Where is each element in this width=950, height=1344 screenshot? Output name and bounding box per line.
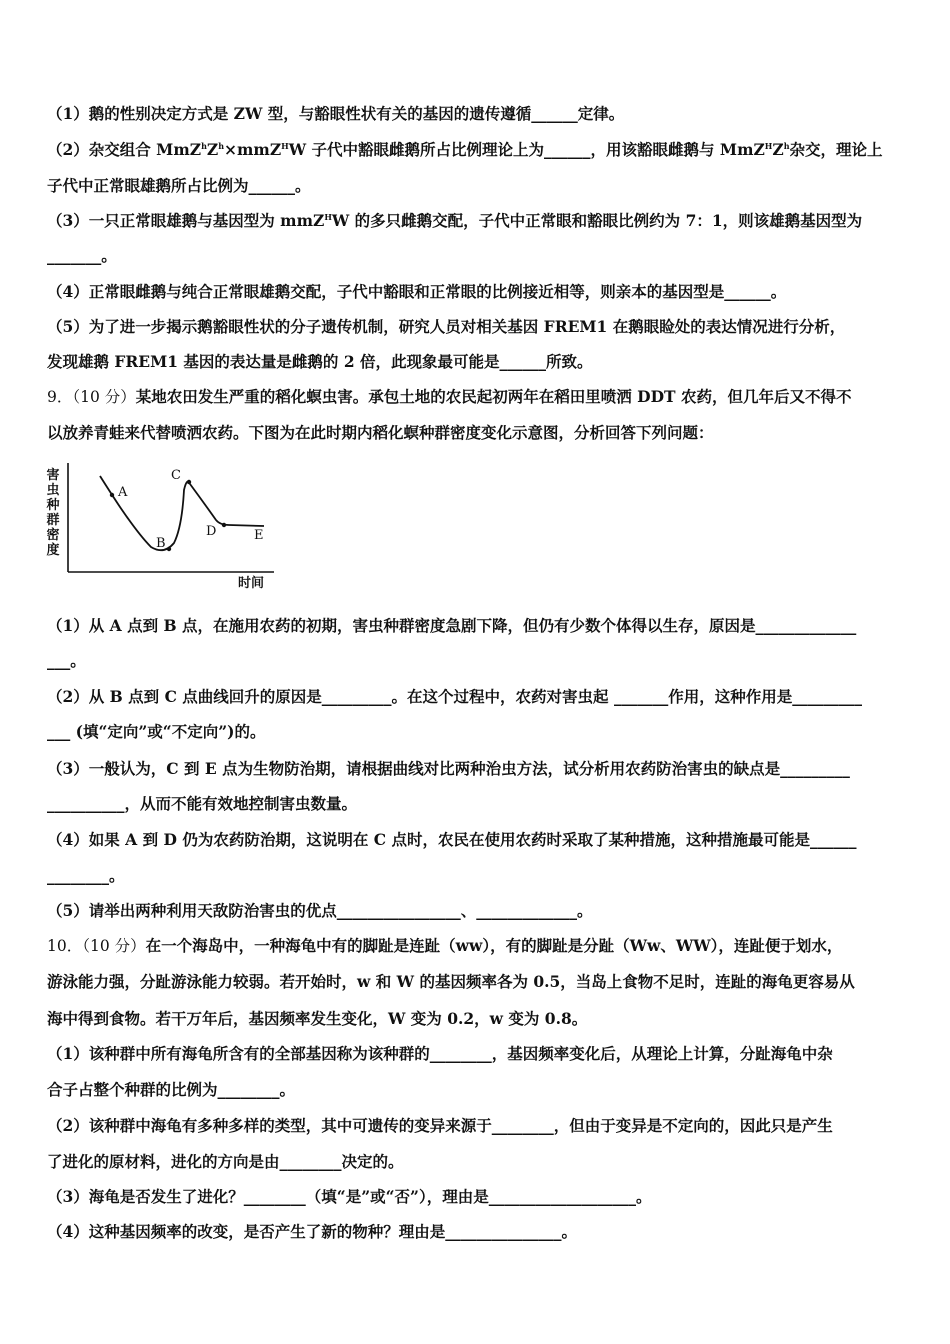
q8-part1: （1）鹅的性别决定方式是 ZW 型，与豁眼性状有关的基因的遗传遵循______定律。 <box>47 104 625 123</box>
q9-part3: （3）一般认为，C 到 E 点为生物防治期，请根据曲线对比两种治虫方法，试分析用农药防治害虫的缺点是_________ <box>47 759 850 778</box>
q8-part5: （5）为了进一步揭示鹅豁眼性状的分子遗传机制，研究人员对相关基因 FREM1 在鹅眼睑处的表达情况进行分析， <box>47 317 846 336</box>
q8-part3-cont: _______。 <box>47 246 117 265</box>
q9-part2: （2）从 B 点到 C 点曲线回升的原因是_________。在这个过程中，农药对害虫起 _______作用，这种作用是_________ <box>47 687 862 706</box>
q9-part1: （1）从 A 点到 B 点，在施用农药的初期，害虫种群密度急剧下降，但仍有少数个体得以生存，原因是_____________ <box>47 616 857 635</box>
q9-part4-cont: ________。 <box>47 866 125 885</box>
q8-part4: （4）正常眼雌鹅与纯合正常眼雄鹅交配，子代中豁眼和正常眼的比例接近相等，则亲本的基因型是______。 <box>47 282 787 301</box>
q10-part3: （3）海龟是否发生了进化？________（填“是”或“否”），理由是___________________。 <box>47 1187 652 1206</box>
q10-part1-cont: 合子占整个种群的比例为________。 <box>47 1080 296 1099</box>
q10-part2: （2）该种群中海龟有多种多样的类型，其中可遗传的变异来源于________，但由于变异是不定向的，因此只是产生 <box>47 1116 833 1135</box>
point-b <box>167 547 171 551</box>
label-a: A <box>118 485 128 500</box>
population-density-chart <box>44 455 284 595</box>
q9-stem-cont: 以放养青蛙来代替喷洒农药。下图为在此时期内稻化螟种群密度变化示意图，分析回答下列问题： <box>47 423 714 442</box>
q8-part2: （2）杂交组合 $MmZ^hZ^h\times mmZ^HW$ 子代中豁眼雌鹅所占比例理论上为______，用该豁眼雌鹅与 $MmZ^HZ^h$杂交，理论上 <box>47 140 883 159</box>
q9-part4: （4）如果 A 到 D 仍为农药防治期，这说明在 C 点时，农民在使用农药时采取了某种措施，这种措施最可能是______ <box>47 830 857 849</box>
point-d <box>222 523 226 527</box>
label-d: D <box>206 524 217 539</box>
q10-stem-cont1: 游泳能力强，分趾游泳能力较弱。若开始时，w 和 W 的基因频率各为 0.5，当岛上食物不足时，连趾的海龟更容易从 <box>47 972 855 991</box>
q9-stem: 9．（10 分）某地农田发生严重的稻化螟虫害。承包土地的农民起初两年在稻田里喷洒 DDT 农药，但几年后又不得不 <box>47 387 852 406</box>
q10-part2-cont: 了进化的原材料，进化的方向是由________决定的。 <box>47 1152 404 1171</box>
q9-part1-cont: ___。 <box>47 651 86 670</box>
q8-part3: （3）一只正常眼雄鹅与基因型为 mmZ$^H$W 的多只雌鹅交配，子代中正常眼和豁眼比例约为 7：1，则该雄鹅基因型为 <box>47 211 863 230</box>
q9-part2-cont: ___ (填“定向”或“不定向”)的。 <box>47 722 266 741</box>
point-a <box>110 493 114 497</box>
chart-ylabel: 害虫种群密度 <box>46 468 60 558</box>
q9-part3-cont: __________，从而不能有效地控制害虫数量。 <box>47 794 358 813</box>
q10-stem-cont2: 海中得到食物。若干万年后，基因频率发生变化，W 变为 0.2，w 变为 0.8。 <box>47 1009 588 1028</box>
q8-part5-cont: 发现雄鹅 FREM1 基因的表达量是雌鹅的 2 倍，此现象最可能是______所致。 <box>47 352 593 371</box>
chart-xlabel: 时间 <box>238 576 265 591</box>
label-b: B <box>156 536 166 551</box>
q10-part4: （4）这种基因频率的改变，是否产生了新的物种？理由是_______________。 <box>47 1222 578 1241</box>
q10-part1: （1）该种群中所有海龟所含有的全部基因称为该种群的________，基因频率变化后，从理论上计算，分趾海龟中杂 <box>47 1044 833 1063</box>
label-e: E <box>254 528 264 543</box>
chart-svg <box>44 455 284 595</box>
label-c: C <box>171 468 181 483</box>
q9-part5: （5）请举出两种利用天敌防治害虫的优点________________、_____________。 <box>47 901 593 920</box>
point-c <box>187 480 191 484</box>
q8-part2-cont: 子代中正常眼雄鹅所占比例为______。 <box>47 176 311 195</box>
q10-stem: 10．（10 分）在一个海岛中，一种海龟中有的脚趾是连趾（ww），有的脚趾是分趾（Ww、WW），连趾便于划水， <box>47 936 843 955</box>
